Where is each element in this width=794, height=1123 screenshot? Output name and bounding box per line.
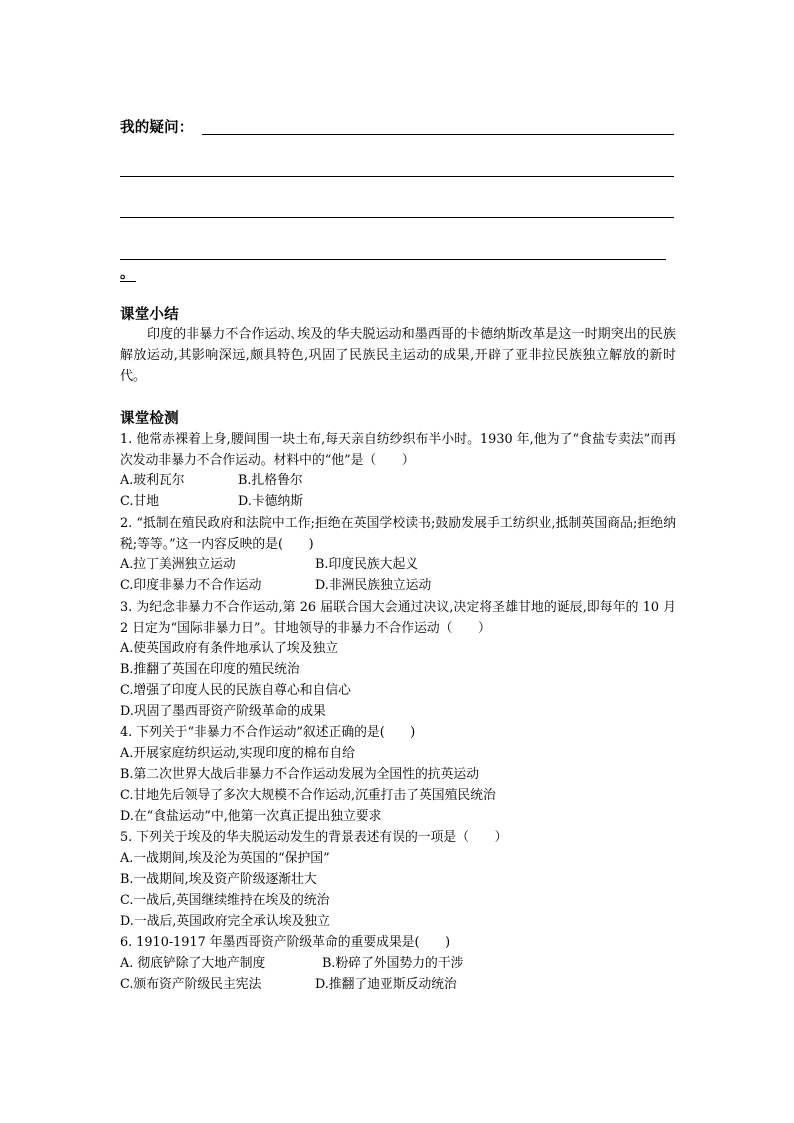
question-6-option-b[interactable]: B.粉碎了外国势力的干涉 [322, 956, 464, 971]
question-4-option-b[interactable]: B.第二次世界大战后非暴力不合作运动发展为全国性的抗英运动 [120, 767, 479, 782]
question-2-stem: 2. “抵制在殖民政府和法院中工作;拒绝在英国学校读书;鼓励发展手工纺织业,抵制英国商品;拒绝纳税;等等。”这一内容反映的是( ) [120, 516, 676, 552]
answer-line-4[interactable] [120, 259, 666, 260]
question-1-option-a[interactable]: A.玻利瓦尔 [120, 473, 185, 488]
question-6-option-a[interactable]: A. 彻底铲除了大地产制度 [120, 956, 266, 971]
question-1-option-b[interactable]: B.扎格鲁尔 [238, 473, 303, 488]
answer-line-1[interactable] [202, 134, 674, 135]
question-6-option-d[interactable]: D.推翻了迪亚斯反动统治 [315, 977, 457, 992]
answer-line-3[interactable] [120, 217, 674, 218]
question-3-option-c[interactable]: C.增强了印度人民的民族自尊心和自信心 [120, 683, 351, 698]
question-1-option-c[interactable]: C.甘地 [120, 494, 159, 509]
question-6-option-c[interactable]: C.颁布资产阶级民主宪法 [120, 977, 262, 992]
question-2-option-c[interactable]: C.印度非暴力不合作运动 [120, 578, 262, 593]
question-3-option-a[interactable]: A.使英国政府有条件地承认了埃及独立 [120, 641, 339, 656]
question-1-stem: 1. 他常赤裸着上身,腰间围一块土布,每天亲自纺纱织布半小时。1930 年,他为了“食盐专卖法”而再次发动非暴力不合作运动。材料中的“他”是（ ） [120, 432, 676, 468]
question-2-option-a[interactable]: A.拉丁美洲独立运动 [120, 557, 236, 572]
question-5-option-d[interactable]: D.一战后,英国政府完全承认埃及独立 [120, 914, 330, 929]
summary-text: 印度的非暴力不合作运动､埃及的华夫脱运动和墨西哥的卡德纳斯改革是这一时期突出的民族解放运动,其影响深远,颇具特色,巩固了民族民主运动的成果,开辟了亚非拉民族独立解放的新时代。 [120, 327, 676, 384]
summary-title: 课堂小结 [120, 307, 179, 323]
question-5-option-a[interactable]: A.一战期间,埃及沦为英国的“保护国” [120, 851, 330, 866]
question-5-stem: 5. 下列关于埃及的华夫脱运动发生的背景表述有误的一项是（ ） [120, 830, 508, 845]
question-3-stem: 3. 为纪念非暴力不合作运动,第 26 届联合国大会通过决议,决定将圣雄甘地的诞辰,即每年的 10 月 2 日定为“国际非暴力日”。甘地领导的非暴力不合作运动（ ） [120, 600, 676, 636]
doubts-label: 我的疑问： [120, 120, 194, 136]
question-5-option-c[interactable]: C.一战后,英国继续维持在埃及的统治 [120, 893, 330, 908]
test-title: 课堂检测 [120, 411, 179, 427]
question-2-option-d[interactable]: D.非洲民族独立运动 [315, 578, 432, 593]
answer-line-end [120, 281, 136, 282]
doubts-end-mark: 。 [120, 266, 135, 282]
question-4-stem: 4. 下列关于“非暴力不合作运动”叙述正确的是( ) [120, 725, 416, 740]
answer-line-2[interactable] [120, 176, 674, 177]
question-6-stem: 6. 1910-1917 年墨西哥资产阶级革命的重要成果是( ) [120, 935, 451, 950]
question-1-option-d[interactable]: D.卡德纳斯 [238, 494, 304, 509]
question-3-option-d[interactable]: D.巩固了墨西哥资产阶级革命的成果 [120, 704, 326, 719]
question-3-option-b[interactable]: B.推翻了英国在印度的殖民统治 [120, 662, 300, 677]
question-4-option-a[interactable]: A.开展家庭纺织运动,实现印度的棉布自给 [120, 746, 355, 761]
question-5-option-b[interactable]: B.一战期间,埃及资产阶级逐渐壮大 [120, 872, 317, 887]
question-4-option-c[interactable]: C.甘地先后领导了多次大规模不合作运动,沉重打击了英国殖民统治 [120, 788, 496, 803]
question-2-option-b[interactable]: B.印度民族大起义 [315, 557, 419, 572]
question-4-option-d[interactable]: D.在“食盐运动”中,他第一次真正提出独立要求 [120, 809, 382, 824]
